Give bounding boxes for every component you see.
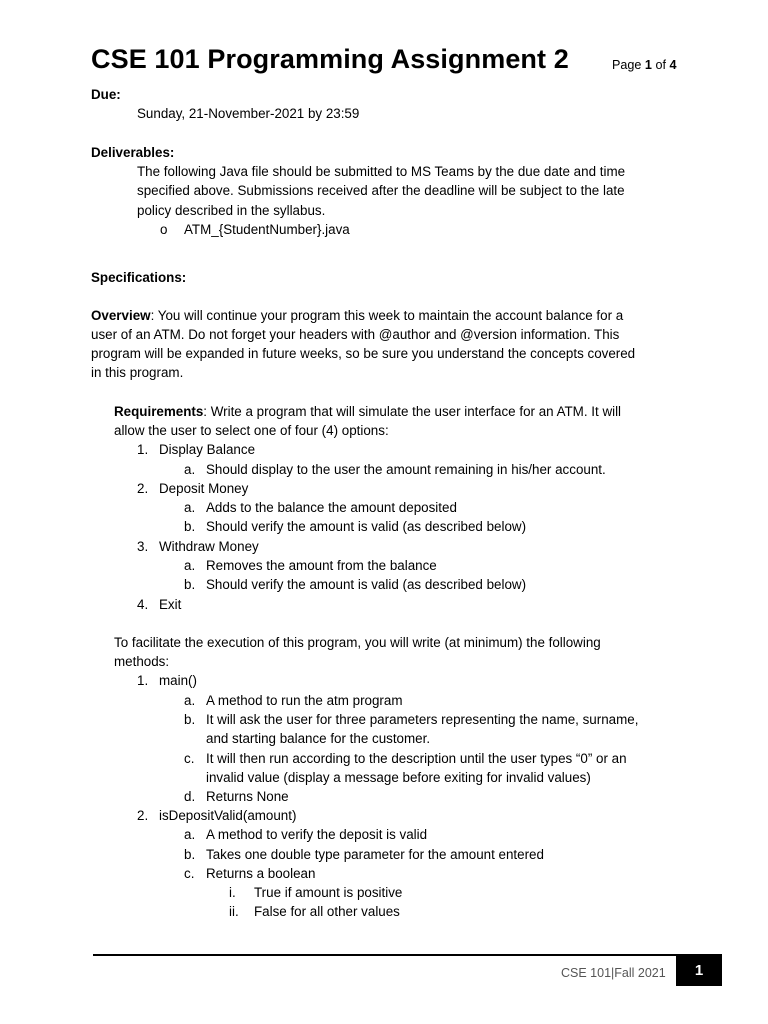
footer-course: CSE 101|Fall 2021 <box>561 966 666 980</box>
list-item: 1. main() <box>137 673 197 688</box>
list-item: b. Takes one double type parameter for the amount entered <box>184 847 544 862</box>
list-item: 3. Withdraw Money <box>137 539 259 554</box>
list-item: c. It will then run according to the description until the user types “0” or an <box>184 751 627 766</box>
page-total: 4 <box>669 58 677 72</box>
page-title: CSE 101 Programming Assignment 2 <box>91 44 569 74</box>
overview-line <box>91 308 623 323</box>
methods-line: methods: <box>114 654 170 669</box>
overview-text: : You will continue your program this week to maintain the account balance for a <box>150 308 624 323</box>
list-item: b. Should verify the amount is valid (as described below) <box>184 519 527 534</box>
requirements-label: Requirements <box>114 404 204 419</box>
list-item: b. Should verify the amount is valid (as described below) <box>184 577 527 592</box>
list-item: i. True if amount is positive <box>229 885 403 900</box>
list-item: b. It will ask the user for three parameters representing the name, surname, <box>184 712 639 727</box>
footer-page-number: 1 <box>676 955 722 986</box>
list-item: and starting balance for the customer. <box>206 731 431 746</box>
due-label: Due: <box>91 87 121 102</box>
page-indicator <box>612 58 676 72</box>
list-item: a. Should display to the user the amount remaining in his/her account. <box>184 462 606 477</box>
requirements-text: : Write a program that will simulate the user interface for an ATM. It will <box>203 404 622 419</box>
overview-line: user of an ATM. Do not forget your headers with @author and @version information. This <box>91 327 620 342</box>
list-item: 2. isDepositValid(amount) <box>137 808 297 823</box>
list-item: 2. Deposit Money <box>137 481 249 496</box>
overview-label: Overview <box>91 308 151 323</box>
list-item: a. A method to verify the deposit is valid <box>184 827 428 842</box>
deliverables-line: The following Java file should be submitted to MS Teams by the due date and time <box>137 164 626 179</box>
deliverables-label: Deliverables: <box>91 145 175 160</box>
list-item: 1. Display Balance <box>137 442 256 457</box>
overview-line: program will be expanded in future weeks, so be sure you understand the concepts covered <box>91 346 636 361</box>
due-value: Sunday, 21-November-2021 by 23:59 <box>137 106 360 121</box>
page-of: of <box>655 58 666 72</box>
overview-line: in this program. <box>91 365 184 380</box>
deliverable-bullet: o <box>160 222 168 237</box>
list-item: a. Removes the amount from the balance <box>184 558 437 573</box>
requirements-line <box>114 404 621 419</box>
methods-line: To facilitate the execution of this program, you will write (at minimum) the following <box>114 635 601 650</box>
list-item: invalid value (display a message before exiting for invalid values) <box>206 770 591 785</box>
footer-rule <box>93 954 722 956</box>
list-item: 4. Exit <box>137 597 182 612</box>
list-item: ii. False for all other values <box>229 904 400 919</box>
page-label: Page <box>612 58 642 72</box>
list-item: a. Adds to the balance the amount deposited <box>184 500 457 515</box>
list-item: c. Returns a boolean <box>184 866 316 881</box>
deliverables-line: specified above. Submissions received after the deadline will be subject to the late <box>137 183 625 198</box>
requirements-line: allow the user to select one of four (4) options: <box>114 423 389 438</box>
list-item: a. A method to run the atm program <box>184 693 403 708</box>
list-item: d. Returns None <box>184 789 289 804</box>
specifications-label: Specifications: <box>91 270 187 285</box>
deliverables-line: policy described in the syllabus. <box>137 203 326 218</box>
page-current: 1 <box>644 58 652 72</box>
deliverable-file: ATM_{StudentNumber}.java <box>184 222 350 237</box>
